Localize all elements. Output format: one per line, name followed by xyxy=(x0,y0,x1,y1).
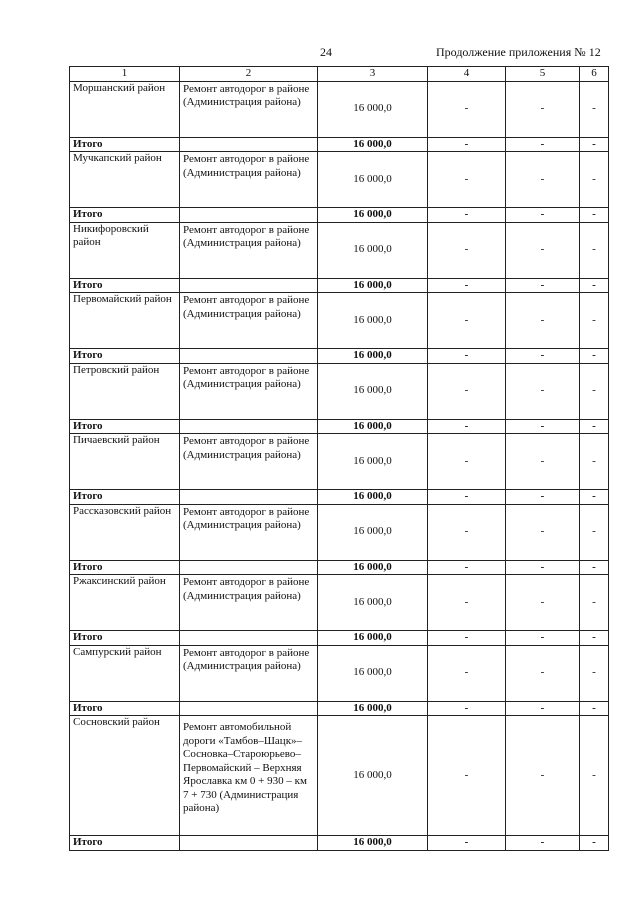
total-amount: 16 000,0 xyxy=(318,208,428,223)
col5-cell: - xyxy=(506,716,580,836)
col4-cell: - xyxy=(428,504,506,560)
table-row xyxy=(70,222,609,278)
amount-cell: 16 000,0 xyxy=(318,645,428,701)
total-empty-cell xyxy=(180,137,318,152)
district-name: Пичаевский район xyxy=(70,434,180,490)
work-description: Ремонт автодорог в районе (Администрация района) xyxy=(180,363,318,419)
district-name: Моршанский район xyxy=(70,81,180,137)
appendix-continuation-label: Продолжение приложения № 12 xyxy=(436,45,601,59)
total-col6: - xyxy=(580,836,609,851)
work-description: Ремонт автодорог в районе (Администрация района) xyxy=(180,81,318,137)
total-empty-cell xyxy=(180,208,318,223)
total-label: Итого xyxy=(70,701,180,716)
col6-cell: - xyxy=(580,363,609,419)
total-col5: - xyxy=(506,137,580,152)
total-label: Итого xyxy=(70,349,180,364)
total-col5: - xyxy=(506,701,580,716)
total-col6: - xyxy=(580,419,609,434)
work-description xyxy=(180,716,318,836)
amount-cell: 16 000,0 xyxy=(318,363,428,419)
total-col6: - xyxy=(580,560,609,575)
total-col6: - xyxy=(580,701,609,716)
col6-cell: - xyxy=(580,645,609,701)
amount-cell: 16 000,0 xyxy=(318,81,428,137)
col6-cell: - xyxy=(580,222,609,278)
col4-cell: - xyxy=(428,575,506,631)
col6-cell: - xyxy=(580,81,609,137)
district-name: Мучкапский район xyxy=(70,152,180,208)
total-amount: 16 000,0 xyxy=(318,560,428,575)
col4-cell: - xyxy=(428,81,506,137)
col5-cell: - xyxy=(506,152,580,208)
total-col6: - xyxy=(580,278,609,293)
amount-cell: 16 000,0 xyxy=(318,716,428,836)
page-number: 24 xyxy=(320,45,332,59)
total-label: Итого xyxy=(70,490,180,505)
table-row xyxy=(70,716,609,836)
total-label: Итого xyxy=(70,560,180,575)
total-col5: - xyxy=(506,208,580,223)
total-amount: 16 000,0 xyxy=(318,137,428,152)
total-row xyxy=(70,631,609,646)
amount-cell: 16 000,0 xyxy=(318,434,428,490)
total-col6: - xyxy=(580,137,609,152)
total-col6: - xyxy=(580,490,609,505)
total-row xyxy=(70,208,609,223)
col5-cell: - xyxy=(506,504,580,560)
total-amount: 16 000,0 xyxy=(318,631,428,646)
work-description: Ремонт автодорог в районе (Администрация района) xyxy=(180,645,318,701)
table-row xyxy=(70,293,609,349)
total-col4: - xyxy=(428,419,506,434)
table-row xyxy=(70,434,609,490)
column-number: 5 xyxy=(506,67,580,82)
work-description: Ремонт автодорог в районе (Администрация района) xyxy=(180,575,318,631)
total-col4: - xyxy=(428,349,506,364)
work-description: Ремонт автодорог в районе (Администрация района) xyxy=(180,504,318,560)
district-name: Рассказовский район xyxy=(70,504,180,560)
total-row xyxy=(70,137,609,152)
total-label: Итого xyxy=(70,836,180,851)
total-col6: - xyxy=(580,208,609,223)
total-label: Итого xyxy=(70,278,180,293)
total-empty-cell xyxy=(180,836,318,851)
table-row xyxy=(70,645,609,701)
district-name: Петровский район xyxy=(70,363,180,419)
col4-cell: - xyxy=(428,222,506,278)
total-col5: - xyxy=(506,631,580,646)
total-empty-cell xyxy=(180,701,318,716)
total-col5: - xyxy=(506,419,580,434)
table-row xyxy=(70,81,609,137)
amount-cell: 16 000,0 xyxy=(318,152,428,208)
total-col4: - xyxy=(428,137,506,152)
col6-cell: - xyxy=(580,434,609,490)
total-col4: - xyxy=(428,208,506,223)
column-number: 6 xyxy=(580,67,609,82)
amount-cell: 16 000,0 xyxy=(318,575,428,631)
total-row xyxy=(70,349,609,364)
table-row xyxy=(70,152,609,208)
col5-cell: - xyxy=(506,222,580,278)
col6-cell: - xyxy=(580,504,609,560)
col6-cell: - xyxy=(580,293,609,349)
table-row xyxy=(70,575,609,631)
total-empty-cell xyxy=(180,349,318,364)
total-col6: - xyxy=(580,349,609,364)
amount-cell: 16 000,0 xyxy=(318,293,428,349)
total-col5: - xyxy=(506,490,580,505)
work-description: Ремонт автодорог в районе (Администрация района) xyxy=(180,434,318,490)
total-col5: - xyxy=(506,560,580,575)
total-empty-cell xyxy=(180,631,318,646)
total-amount: 16 000,0 xyxy=(318,419,428,434)
total-col4: - xyxy=(428,631,506,646)
total-col5: - xyxy=(506,349,580,364)
col4-cell: - xyxy=(428,363,506,419)
district-name: Никифоровский район xyxy=(70,222,180,278)
col5-cell: - xyxy=(506,575,580,631)
total-amount: 16 000,0 xyxy=(318,278,428,293)
total-empty-cell xyxy=(180,278,318,293)
total-col5: - xyxy=(506,836,580,851)
col4-cell: - xyxy=(428,293,506,349)
total-amount: 16 000,0 xyxy=(318,349,428,364)
col5-cell: - xyxy=(506,81,580,137)
total-label: Итого xyxy=(70,631,180,646)
table-row xyxy=(70,363,609,419)
amount-cell: 16 000,0 xyxy=(318,504,428,560)
total-amount: 16 000,0 xyxy=(318,836,428,851)
col6-cell: - xyxy=(580,152,609,208)
total-col4: - xyxy=(428,278,506,293)
total-label: Итого xyxy=(70,208,180,223)
col5-cell: - xyxy=(506,434,580,490)
total-col4: - xyxy=(428,836,506,851)
column-number: 3 xyxy=(318,67,428,82)
total-empty-cell xyxy=(180,419,318,434)
col5-cell: - xyxy=(506,293,580,349)
total-amount: 16 000,0 xyxy=(318,701,428,716)
work-description: Ремонт автодорог в районе (Администрация района) xyxy=(180,152,318,208)
col5-cell: - xyxy=(506,645,580,701)
total-col4: - xyxy=(428,490,506,505)
district-name: Первомайский район xyxy=(70,293,180,349)
district-name: Сосновский район xyxy=(70,716,180,836)
col4-cell: - xyxy=(428,716,506,836)
total-row xyxy=(70,836,609,851)
total-amount: 16 000,0 xyxy=(318,490,428,505)
work-description: Ремонт автодорог в районе (Администрация района) xyxy=(180,222,318,278)
total-row xyxy=(70,701,609,716)
total-col5: - xyxy=(506,278,580,293)
total-row xyxy=(70,419,609,434)
column-number: 4 xyxy=(428,67,506,82)
work-description-text: Ремонт автомобильной дороги «Тамбов–Шацк»–Сосновка–Староюрьево–Первомайский – Верхняя Ярославка км 0 + 930 – км 7 + 730 (Администрация района) xyxy=(183,721,307,814)
column-number-row xyxy=(70,67,609,82)
total-col6: - xyxy=(580,631,609,646)
col6-cell: - xyxy=(580,716,609,836)
total-empty-cell xyxy=(180,560,318,575)
work-description: Ремонт автодорог в районе (Администрация района) xyxy=(180,293,318,349)
col5-cell: - xyxy=(506,363,580,419)
district-name: Сампурский район xyxy=(70,645,180,701)
total-col4: - xyxy=(428,560,506,575)
col4-cell: - xyxy=(428,152,506,208)
total-row xyxy=(70,278,609,293)
total-label: Итого xyxy=(70,419,180,434)
table-row xyxy=(70,504,609,560)
total-row xyxy=(70,560,609,575)
column-number: 2 xyxy=(180,67,318,82)
amount-cell: 16 000,0 xyxy=(318,222,428,278)
budget-table xyxy=(69,66,609,851)
total-col4: - xyxy=(428,701,506,716)
total-empty-cell xyxy=(180,490,318,505)
col4-cell: - xyxy=(428,645,506,701)
total-row xyxy=(70,490,609,505)
column-number: 1 xyxy=(70,67,180,82)
district-name: Ржаксинский район xyxy=(70,575,180,631)
total-label: Итого xyxy=(70,137,180,152)
col6-cell: - xyxy=(580,575,609,631)
col4-cell: - xyxy=(428,434,506,490)
